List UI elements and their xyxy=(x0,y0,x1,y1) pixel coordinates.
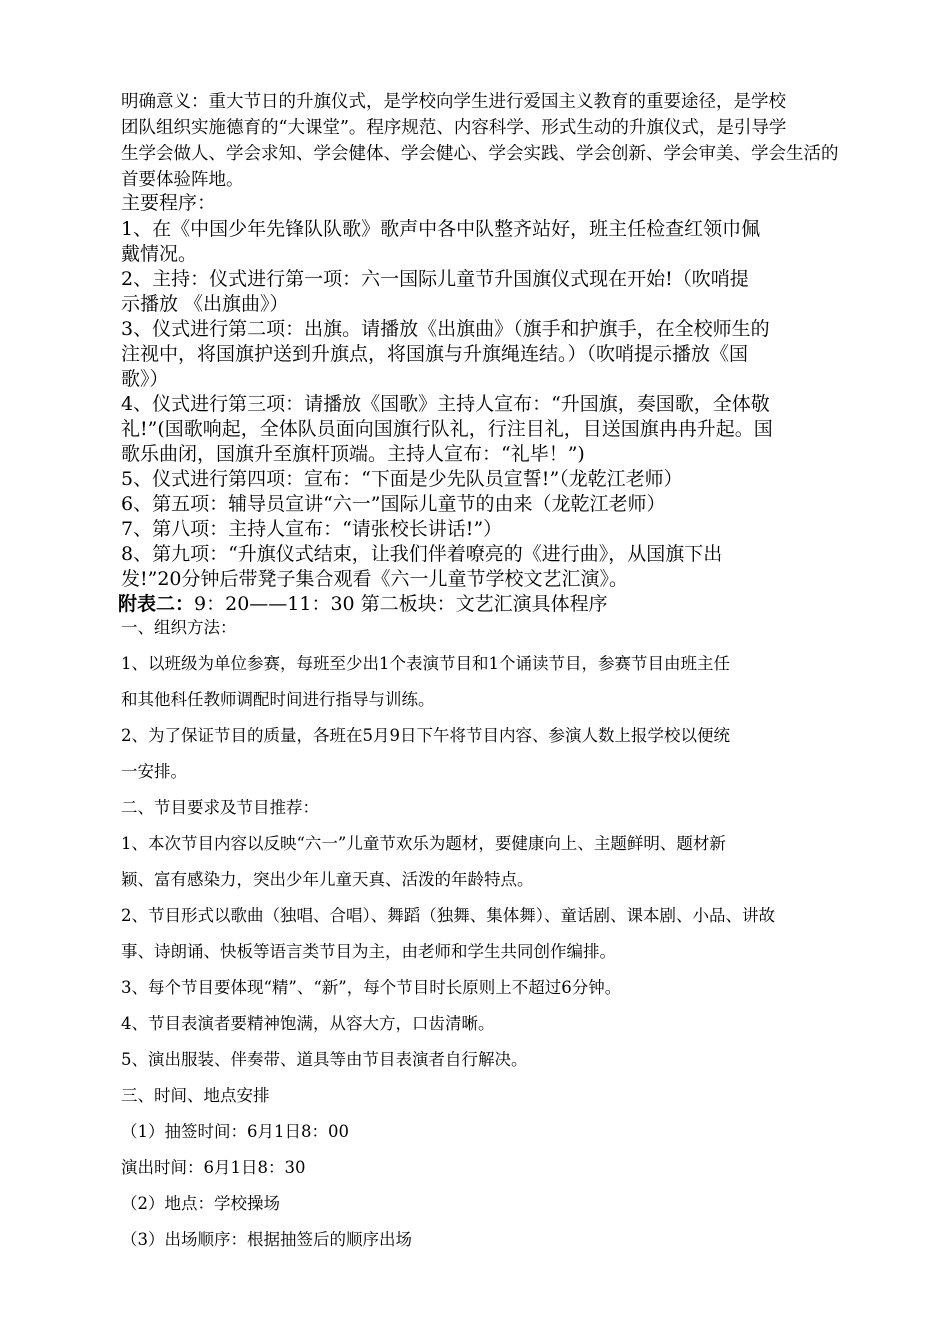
intro-line: 首要体验阵地。 xyxy=(121,170,244,190)
appendix-title: 9：20——11：30 第二板块：文艺汇演具体程序 xyxy=(194,593,608,615)
procedure-line: 2、主持：仪式进行第一项：六一国际儿童节升国旗仪式现在开始!（吹哨提 xyxy=(121,268,749,290)
procedure-line: 发!”20分钟后带凳子集合观看《六一儿童节学校文艺汇演》。 xyxy=(121,568,629,590)
procedure-title: 主要程序： xyxy=(121,192,217,214)
procedure-line: 注视中，将国旗护送到升旗点，将国旗与升旗绳连结。）（吹哨提示播放《国 xyxy=(121,343,749,365)
procedure-line: 1、在《中国少年先锋队队歌》歌声中各中队整齐站好，班主任检查红领巾佩 xyxy=(121,218,761,240)
program-line: 2、为了保证节目的质量，各班在5月9日下午将节目内容、参演人数上报学校以便统 xyxy=(121,726,730,745)
procedure-line: 示播放 《出旗曲》） xyxy=(121,293,289,315)
procedure-line: 5、仪式进行第四项：宣布：“下面是少先队员宣誓!”（龙乾江老师） xyxy=(121,468,683,490)
procedure-line: 7、第八项：主持人宣布：“请张校长讲话!”） xyxy=(121,518,503,540)
program-line: 演出时间：6月1日8：30 xyxy=(121,1158,306,1177)
program-line: 二、节目要求及节目推荐： xyxy=(121,798,319,817)
intro-line: 团队组织实施德育的“大课堂”。程序规范、内容科学、形式生动的升旗仪式，是引导学 xyxy=(121,118,787,138)
appendix-label: 附表二： xyxy=(118,593,195,615)
intro-line: 生学会做人、学会求知、学会健体、学会健心、学会实践、学会创新、学会审美、学会生活的 xyxy=(121,144,839,164)
program-line: 事、诗朗诵、快板等语言类节目为主，由老师和学生共同创作编排。 xyxy=(121,942,616,961)
procedure-line: 礼!”(国歌响起，全体队员面向国旗行队礼，行注目礼，目送国旗冉冉升起。国 xyxy=(121,418,773,440)
procedure-line: 歌乐曲闭，国旗升至旗杆顶端。主持人宣布：“礼毕！”) xyxy=(121,443,585,465)
program-line: 一、组织方法： xyxy=(121,618,237,637)
program-line: 1、本次节目内容以反映“六一”儿童节欢乐为题材，要健康向上、主题鲜明、题材新 xyxy=(121,834,726,853)
procedure-line: 6、第五项：辅导员宣讲“六一”国际儿童节的由来（龙乾江老师） xyxy=(121,493,666,515)
program-line: 颖、富有感染力，突出少年儿童天真、活泼的年龄特点。 xyxy=(121,870,534,889)
program-line: 3、每个节目要体现“精”、“新”，每个节目时长原则上不超过6分钟。 xyxy=(121,978,622,997)
intro-line: 明确意义：重大节日的升旗仪式，是学校向学生进行爱国主义教育的重要途径，是学校 xyxy=(121,92,786,112)
program-line: （1）抽签时间：6月1日8：00 xyxy=(121,1122,349,1141)
program-line: 和其他科任教师调配时间进行指导与训练。 xyxy=(121,690,435,709)
procedure-line: 4、仪式进行第三项：请播放《国歌》主持人宣布：“升国旗，奏国歌，全体敬 xyxy=(121,393,770,415)
program-line: 三、时间、地点安排 xyxy=(121,1086,270,1105)
program-line: （2）地点：学校操场 xyxy=(121,1194,280,1213)
appendix-heading xyxy=(118,589,608,616)
procedure-line: 3、仪式进行第二项：出旗。请播放《出旗曲》（旗手和护旗手，在全校师生的 xyxy=(121,318,770,340)
procedure-line: 8、第九项：“升旗仪式结束，让我们伴着嘹亮的《进行曲》，从国旗下出 xyxy=(121,543,723,565)
program-line: 一安排。 xyxy=(121,762,187,781)
program-line: 4、节目表演者要精神饱满，从容大方，口齿清晰。 xyxy=(121,1014,495,1033)
program-line: 5、演出服装、伴奏带、道具等由节目表演者自行解决。 xyxy=(121,1050,528,1069)
program-line: 1、以班级为单位参赛，每班至少出1个表演节目和1个诵读节目，参赛节目由班主任 xyxy=(121,654,730,673)
procedure-line: 歌》） xyxy=(121,368,169,390)
program-line: （3）出场顺序：根据抽签后的顺序出场 xyxy=(121,1230,412,1249)
procedure-line: 戴情况。 xyxy=(121,243,198,265)
program-line: 2、节目形式以歌曲（独唱、合唱）、舞蹈（独舞、集体舞）、童话剧、课本剧、小品、讲故 xyxy=(121,906,775,925)
